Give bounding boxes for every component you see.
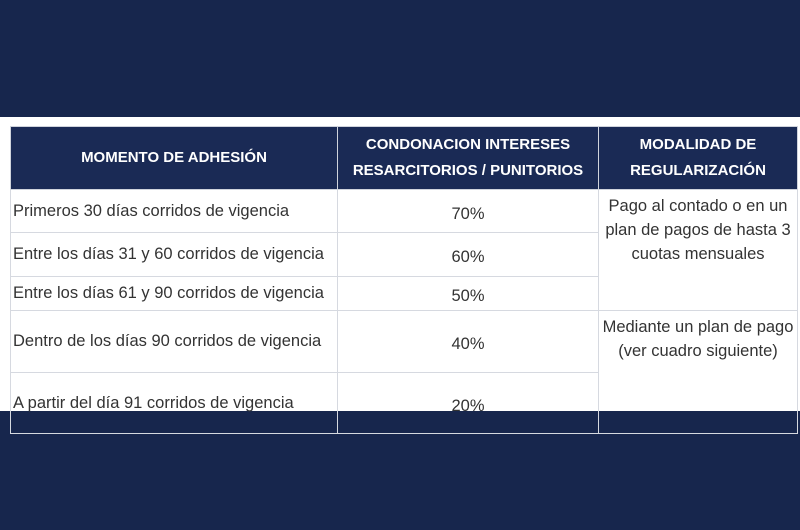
table-header-row [11, 127, 798, 190]
moment-cell: Primeros 30 días corridos de vigencia [11, 190, 338, 233]
header-condonacion: CONDONACION INTERESES RESARCITORIOS / PUNITORIOS [338, 127, 599, 190]
moment-cell: Entre los días 31 y 60 corridos de vigencia [11, 233, 338, 277]
percent-cell: 40% [338, 311, 599, 373]
percent-cell: 20% [338, 373, 599, 434]
percent-cell: 70% [338, 190, 599, 233]
percent-cell: 50% [338, 277, 599, 311]
table-row [11, 190, 798, 233]
table-row [11, 311, 798, 373]
header-modalidad: MODALIDAD DE REGULARIZACIÓN [599, 127, 798, 190]
header-momento: MOMENTO DE ADHESIÓN [11, 127, 338, 190]
adhesion-table [10, 126, 798, 434]
moment-cell: Entre los días 61 y 90 corridos de vigencia [11, 277, 338, 311]
moment-cell: Dentro de los días 90 corridos de vigencia [11, 311, 338, 373]
modalidad-cell: Pago al contado o en un plan de pagos de hasta 3 cuotas mensuales [599, 190, 798, 311]
moment-cell: A partir del día 91 corridos de vigencia [11, 373, 338, 434]
modalidad-cell: Mediante un plan de pago (ver cuadro siguiente) [599, 311, 798, 434]
percent-cell: 60% [338, 233, 599, 277]
table-panel [0, 117, 800, 415]
